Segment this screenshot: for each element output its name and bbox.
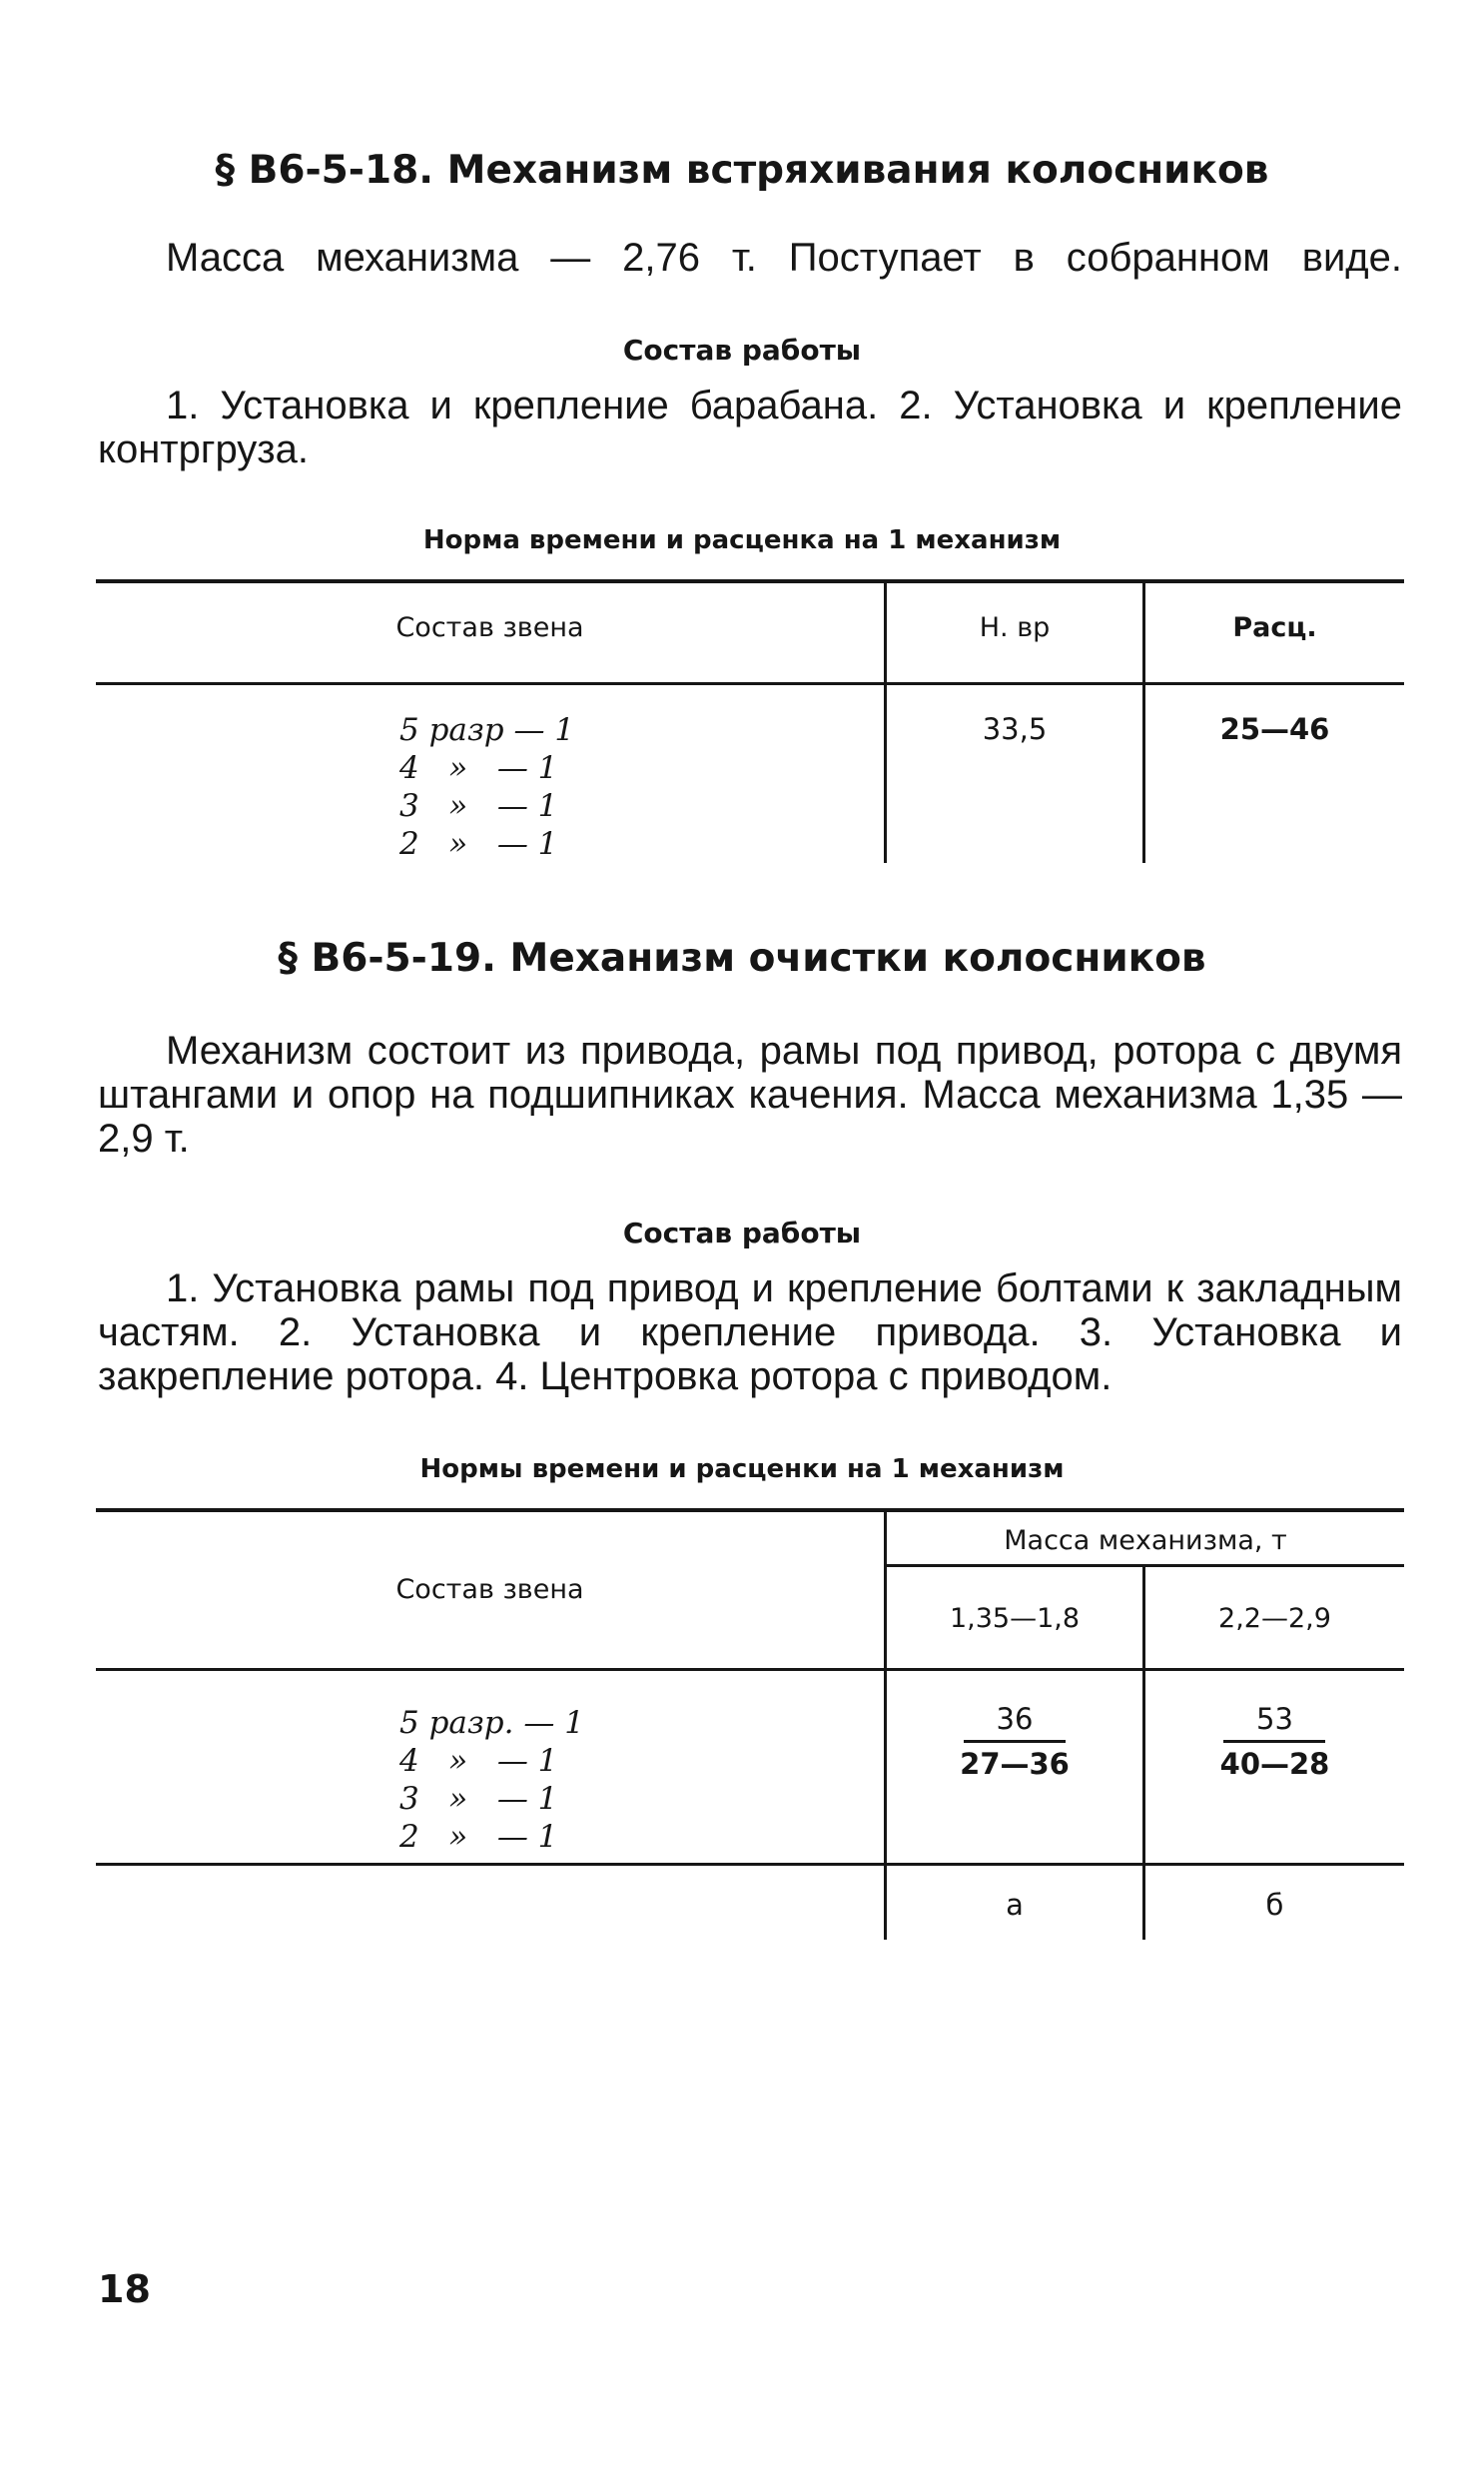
work-description: 1. Установка рамы под привод и крепление болтами к закладным частям. 2. Установка и крепление привода. 3. Установка и закрепление ротора. 4. Центровка ротора с приводом. xyxy=(98,1266,1402,1398)
norm-value: 36 xyxy=(996,1702,1034,1736)
section-intro: Масса механизма — 2,76 т. Поступает в собранном виде. xyxy=(166,236,1402,280)
header-crew: Состав звена xyxy=(395,612,584,643)
norm-value: 33,5 xyxy=(982,712,1048,746)
section-title: § В6-5-18. Механизм встряхивания колосников xyxy=(215,148,1269,193)
table-caption: Нормы времени и расценки на 1 механизм xyxy=(419,1454,1065,1484)
crew-row: 2 » — 1 xyxy=(399,826,558,862)
crew-row: 3 » — 1 xyxy=(399,1781,558,1817)
page-number: 18 xyxy=(98,2267,151,2311)
table-top-rule xyxy=(96,1508,1404,1512)
header-crew: Состав звена xyxy=(395,1574,584,1605)
crew-row: 3 » — 1 xyxy=(399,788,558,824)
crew-row: 4 » — 1 xyxy=(399,1743,558,1779)
rate-value: 27—36 xyxy=(960,1747,1070,1781)
section-title: § В6-5-19. Механизм очистки колосников xyxy=(278,936,1206,981)
norm-value: 53 xyxy=(1256,1702,1293,1736)
header-mass-group: Масса механизма, т xyxy=(1004,1525,1287,1556)
rate-value: 25—46 xyxy=(1219,712,1330,746)
header-mass-range: 1,35—1,8 xyxy=(949,1603,1081,1634)
header-norm: Н. вр xyxy=(979,612,1051,643)
work-description: 1. Установка и крепление барабана. 2. Установка и крепление контргруза. xyxy=(98,384,1402,471)
table-caption: Норма времени и расценка на 1 механизм xyxy=(422,525,1062,555)
table-header-rule xyxy=(96,682,1404,685)
column-letter: а xyxy=(1006,1888,1024,1922)
table-header-rule xyxy=(96,1668,1404,1671)
crew-list xyxy=(399,1704,584,1856)
group-header-rule xyxy=(887,1564,1404,1567)
table-top-rule xyxy=(96,579,1404,583)
crew-list xyxy=(399,711,574,863)
work-heading: Состав работы xyxy=(622,334,862,367)
crew-row: 4 » — 1 xyxy=(399,750,558,786)
crew-row: 5 разр — 1 xyxy=(399,712,575,748)
header-mass-range: 2,2—2,9 xyxy=(1218,1603,1331,1634)
fraction-line xyxy=(1223,1740,1325,1743)
header-rate: Расц. xyxy=(1232,612,1317,643)
rate-value: 40—28 xyxy=(1219,1747,1330,1781)
crew-row: 2 » — 1 xyxy=(399,1819,558,1855)
fraction-line xyxy=(964,1740,1066,1743)
work-heading: Состав работы xyxy=(622,1217,862,1249)
column-letter: б xyxy=(1265,1888,1284,1922)
section-intro: Механизм состоит из привода, рамы под привод, ротора с двумя штангами и опор на подшипниках качения. Масса механизма 1,35 — 2,9 т. xyxy=(98,1029,1402,1161)
table-bottom-rule xyxy=(96,1863,1404,1866)
crew-row: 5 разр. — 1 xyxy=(399,1705,584,1741)
